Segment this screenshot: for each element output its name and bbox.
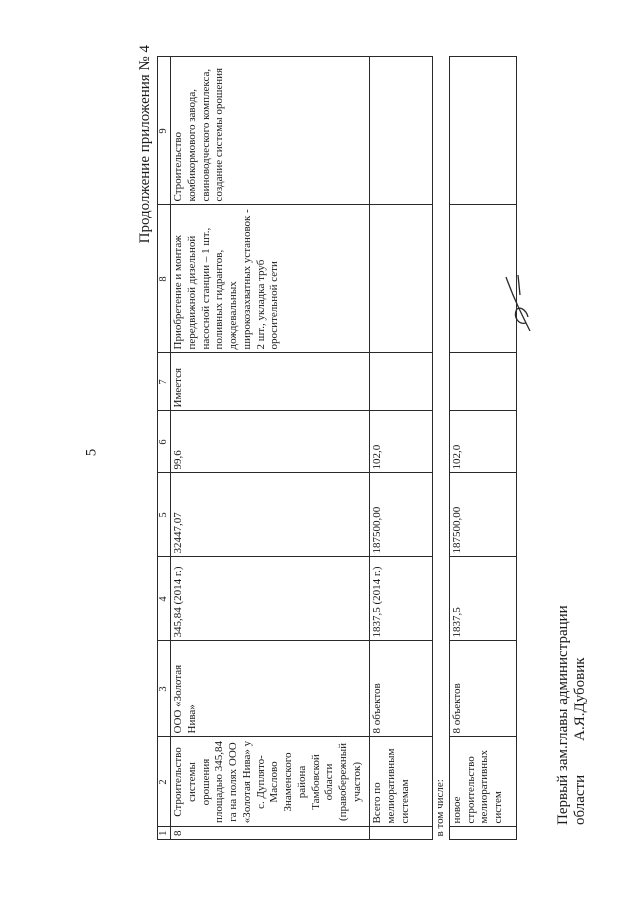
header-cell: 1	[158, 827, 171, 840]
total-objects: 8 объектов	[370, 641, 433, 737]
sub-percent: 102,0	[449, 411, 516, 473]
empty-cell	[449, 353, 516, 411]
area: 345,84 (2014 г.)	[171, 557, 370, 641]
total-cost: 187500,00	[370, 473, 433, 557]
works: Приобретение и монтаж передвижной дизельной насосной станции – 1 шт., поливных гидрантов, дождевальных широкозахватных установок - 2 шт., укладка труб оросительной сети	[171, 205, 370, 353]
sub-cost: 187500,00	[449, 473, 516, 557]
header-cell: 4	[158, 557, 171, 641]
cost: 32447,07	[171, 473, 370, 557]
header-cell: 2	[158, 737, 171, 827]
header-cell: 6	[158, 411, 171, 473]
total-name: Всего по мелиоративным системам	[370, 737, 433, 827]
organization: ООО «Золотая Нива»	[171, 641, 370, 737]
header-row	[158, 57, 171, 840]
data-table	[157, 57, 517, 841]
status: Имеется	[171, 353, 370, 411]
empty-cell	[370, 827, 433, 840]
total-area: 1837,5 (2014 г.)	[370, 557, 433, 641]
including-row	[433, 57, 450, 840]
header-cell: 3	[158, 641, 171, 737]
subtotal-row	[449, 57, 516, 840]
empty-cell	[370, 205, 433, 353]
signature-block	[555, 605, 590, 825]
signature-name: А.Я.Дубовик	[572, 657, 589, 741]
signature-region: области	[572, 774, 589, 825]
table-row	[171, 57, 370, 840]
continuation-title: Продолжение приложения № 4	[137, 45, 153, 244]
total-row	[370, 57, 433, 840]
sub-name: новое строительство мелиоративных систем	[449, 737, 516, 827]
including-label: в том числе:	[433, 57, 450, 840]
total-percent: 102,0	[370, 411, 433, 473]
page-number: 5	[83, 448, 100, 457]
sub-objects: 8 объектов	[449, 641, 516, 737]
sub-area: 1837,5	[449, 557, 516, 641]
header-cell: 5	[158, 473, 171, 557]
signature-title: Первый зам.главы администрации	[555, 605, 571, 825]
empty-cell	[449, 827, 516, 840]
header-cell: 9	[158, 57, 171, 205]
empty-cell	[370, 353, 433, 411]
percent: 99,6	[171, 411, 370, 473]
header-cell: 8	[158, 205, 171, 353]
header-cell: 7	[158, 353, 171, 411]
object-name: Строительство системы орошения площадью 345,84 га на полях ООО «Золотая Нива» у с. Дуплято-Маслово Знаменского района Тамбовской области (правобережный участок)	[171, 737, 370, 827]
empty-cell	[449, 57, 516, 205]
empty-cell	[370, 57, 433, 205]
handwritten-signature-mark	[500, 265, 536, 335]
row-number: 8	[171, 827, 370, 840]
purpose: Строительство комбикормового завода, свиноводческого комплекса, создание системы орошения	[171, 57, 370, 205]
